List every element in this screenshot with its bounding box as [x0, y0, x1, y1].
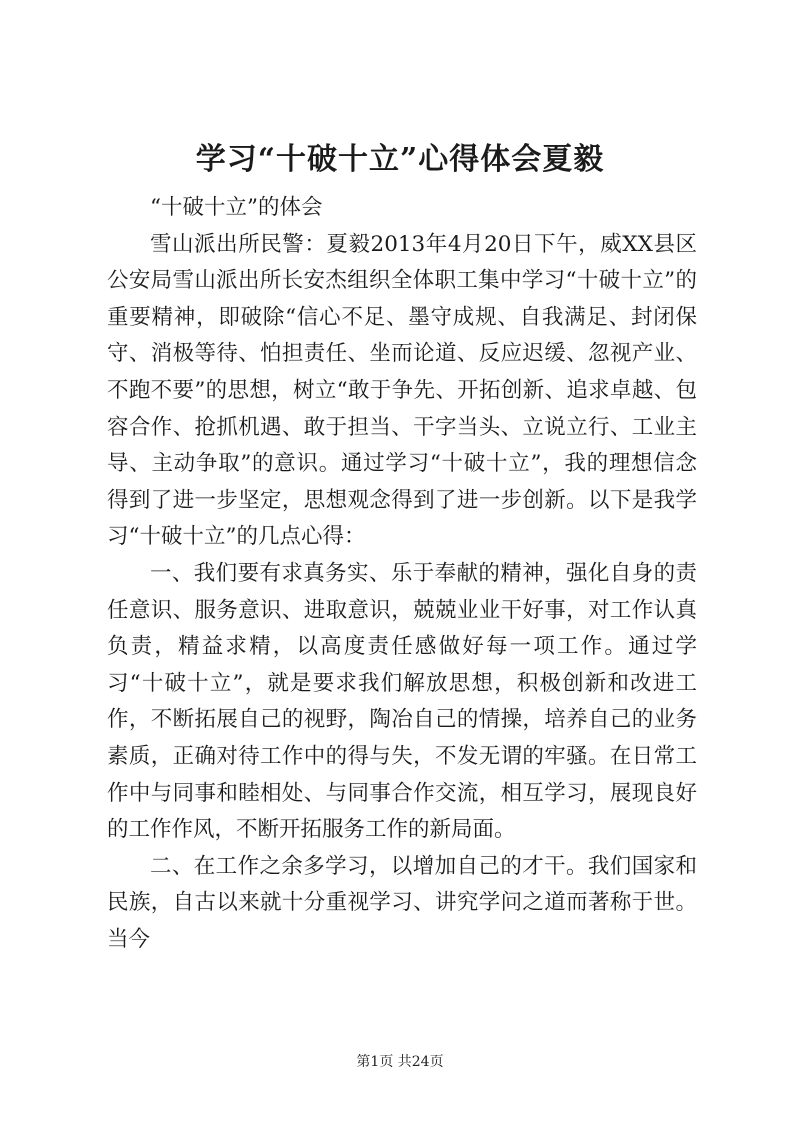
- page-number-footer: 第1页 共24页: [356, 1054, 444, 1070]
- document-body: [107, 190, 697, 958]
- paragraph-point-two: 二、在工作之余多学习，以增加自己的才干。我们国家和民族，自古以来就十分重视学习、讲究学问之道而著称于世。当今: [107, 853, 697, 952]
- paragraph-intro: 雪山派出所民警：夏毅2013年4月20日下午，威XX县区公安局雪山派出所长安杰组织全体职工集中学习“十破十立”的重要精神，即破除“信心不足、墨守成规、自我满足、封闭保守、消极等待、怕担责任、坐而论道、反应迟缓、忽视产业、不跑不要”的思想，树立“敢于争先、开拓创新、追求卓越、包容合作、抢抓机遇、敢于担当、干字当头、立说立行、工业主导、主动争取”的意识。通过学习“十破十立”，我的理想信念得到了进一步坚定，思想观念得到了进一步创新。以下是我学习“十破十立”的几点心得：: [107, 231, 697, 550]
- paragraph-point-one: 一、我们要有求真务实、乐于奉献的精神，强化自身的责任意识、服务意识、进取意识，兢兢业业干好事，对工作认真负责，精益求精，以高度责任感做好每一项工作。通过学习“十破十立”，就是要求我们解放思想，积极创新和改进工作，不断拓展自己的视野，陶冶自己的情操，培养自己的业务素质，正确对待工作中的得与失，不发无谓的牢骚。在日常工作中与同事和睦相处、与同事合作交流，相互学习，展现良好的工作作风，不断开拓服务工作的新局面。: [107, 560, 697, 843]
- paragraph-subtitle: “十破十立”的体会: [150, 195, 323, 220]
- document-title: 学习“十破十立”心得体会夏毅: [195, 142, 605, 177]
